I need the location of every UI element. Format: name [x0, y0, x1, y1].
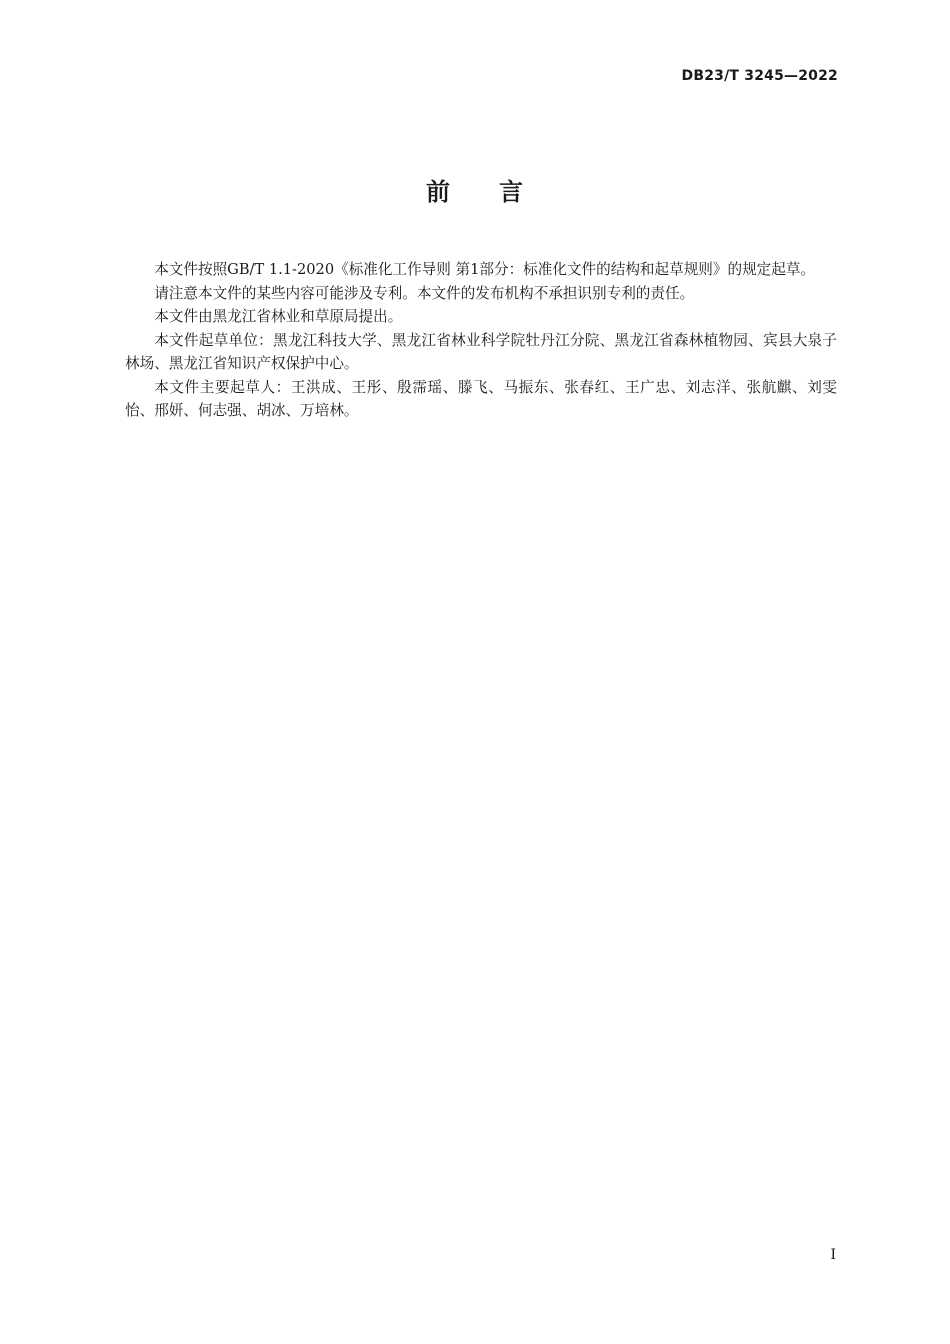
document-code: DB23/T 3245—2022: [681, 68, 838, 84]
page-title-char-1: 前: [426, 178, 451, 206]
page-number: I: [830, 1247, 836, 1263]
foreword-body: [125, 258, 837, 423]
paragraph-drafting-units: 本文件起草单位：黑龙江科技大学、黑龙江省林业科学院牡丹江分院、黑龙江省森林植物园、宾县大泉子林场、黑龙江省知识产权保护中心。: [125, 331, 837, 372]
paragraph-drafting-basis: 本文件按照GB/T 1.1-2020《标准化工作导则 第1部分：标准化文件的结构和起草规则》的规定起草。: [154, 261, 816, 278]
paragraph-proposer: 本文件由黑龙江省林业和草原局提出。: [154, 308, 403, 325]
page-title: [0, 172, 950, 207]
paragraph-main-drafters: 本文件主要起草人：王洪成、王彤、殷霈瑶、滕飞、马振东、张春红、王广忠、刘志洋、张航麒、刘雯怡、邢妍、何志强、胡冰、万培林。: [125, 378, 837, 419]
page-title-char-2: 言: [499, 178, 524, 206]
paragraph-patent-notice: 请注意本文件的某些内容可能涉及专利。本文件的发布机构不承担识别专利的责任。: [154, 284, 695, 302]
